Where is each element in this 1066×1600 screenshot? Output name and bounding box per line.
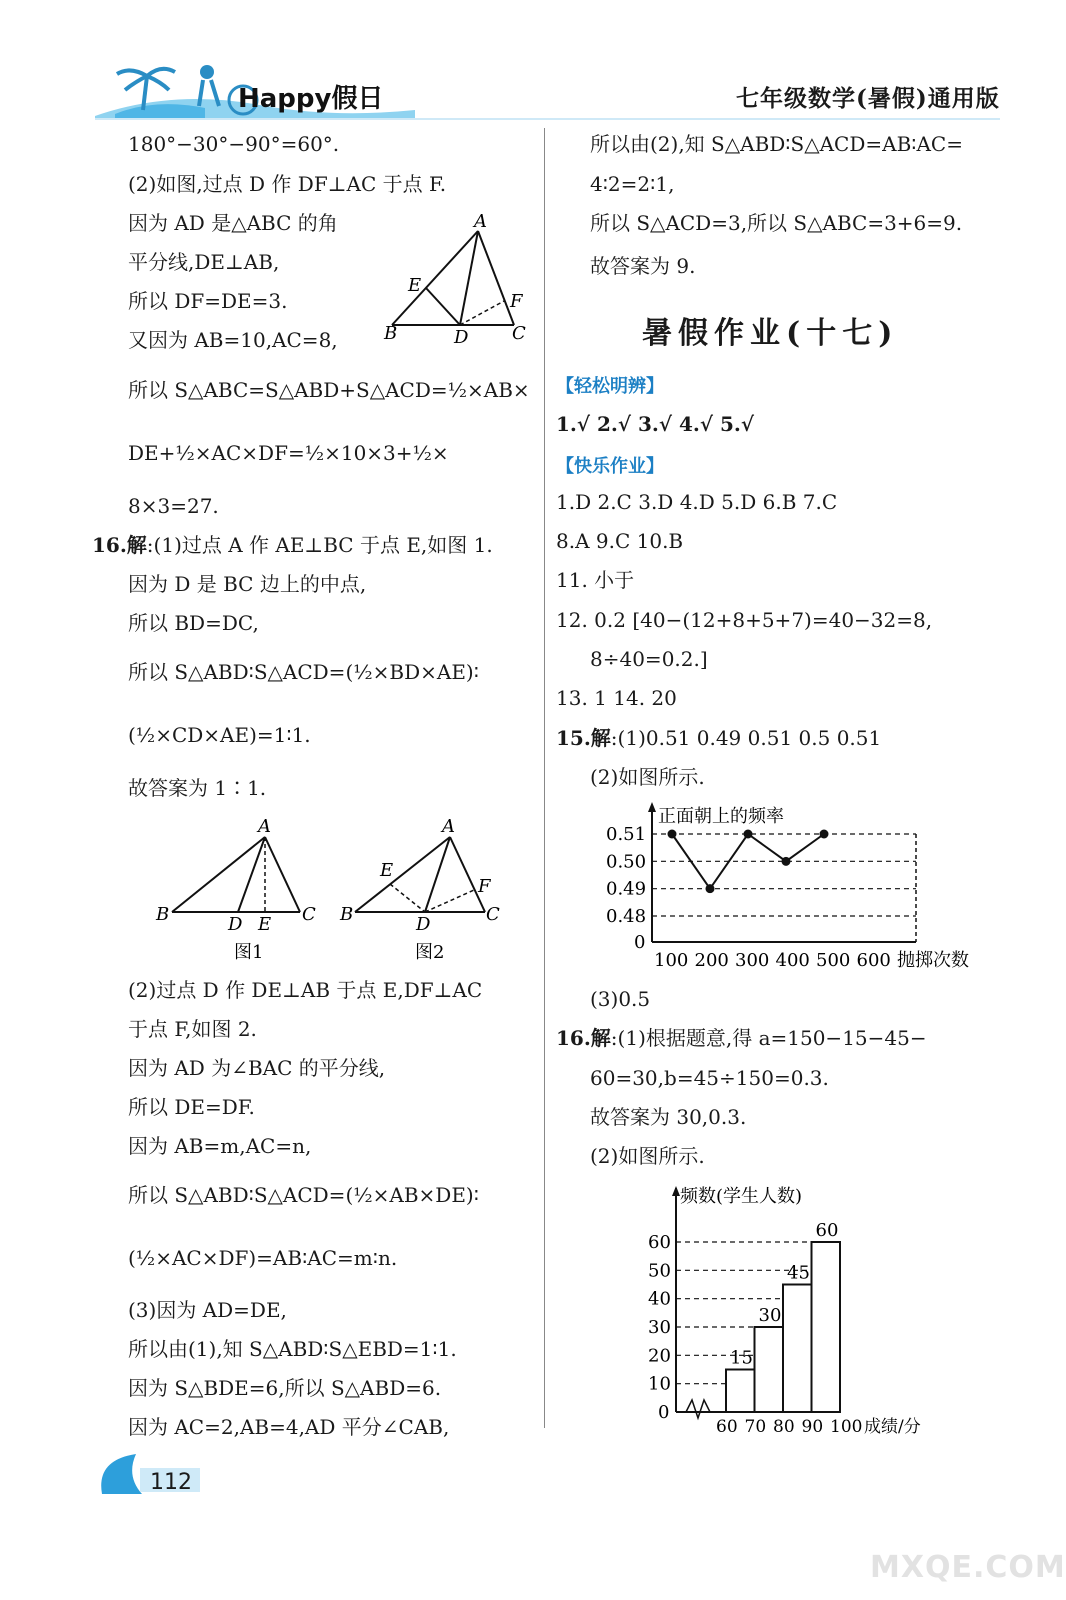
text-line: (2)如图,过点 D 作 DF⊥AC 于点 F. <box>128 172 447 196</box>
answer-line: 8÷40=0.2.] <box>590 647 708 671</box>
answer-line: 故答案为 30,0.3. <box>590 1105 747 1129</box>
histogram-bar <box>726 1370 755 1413</box>
text-line: :(1)过点 A 作 AE⊥BC 于点 E,如图 1. <box>146 533 493 557</box>
x-axis-label: 抛掷次数 <box>897 950 969 971</box>
text-line: 4∶2=2∶1, <box>590 172 675 196</box>
score-histogram <box>640 1178 960 1438</box>
y-tick-label: 0.51 <box>606 824 647 845</box>
svg-text:F: F <box>478 876 491 897</box>
fig1-caption: 图1 <box>234 942 264 963</box>
watermark: MXQE.COM <box>870 1550 1066 1585</box>
text-line: 因为 D 是 BC 边上的中点, <box>128 572 367 596</box>
fig2-caption: 图2 <box>415 942 445 963</box>
x-axis-label: 成绩/分 <box>864 1417 921 1437</box>
header-rule <box>95 118 1000 120</box>
svg-text:F: F <box>510 291 523 312</box>
svg-text:C: C <box>512 323 526 344</box>
y-axis-label: 频数(学生人数) <box>680 1186 803 1207</box>
svg-text:D: D <box>228 914 243 935</box>
svg-text:C: C <box>486 904 500 925</box>
answer-line: 13. 1 14. 20 <box>556 686 677 710</box>
y-tick-label: 0.50 <box>606 851 647 873</box>
answer-line: (3)0.5 <box>590 987 651 1011</box>
y-tick-label: 30 <box>648 1317 671 1338</box>
svg-text:D: D <box>454 327 469 345</box>
answer-line: 60=30,b=45÷150=0.3. <box>590 1066 829 1090</box>
x-tick-label: 200 <box>694 950 729 971</box>
x-tick-label: 70 <box>744 1417 767 1437</box>
y-tick-label: 0.49 <box>606 878 647 900</box>
y-tick-label: 60 <box>648 1232 671 1253</box>
x-tick-label: 100 <box>830 1417 863 1437</box>
bar-data-label: 45 <box>787 1262 810 1284</box>
solution-label: 解 <box>126 533 147 557</box>
x-tick-label: 80 <box>773 1417 795 1437</box>
y-tick-label: 0 <box>634 932 646 953</box>
text-line: 所以 S△ABD∶S△ACD=(½×BD×AE)∶ <box>128 660 479 684</box>
bar-data-label: 15 <box>730 1347 753 1369</box>
answer-line: (2)如图所示. <box>590 765 705 789</box>
data-point <box>744 830 753 839</box>
figures-1-2 <box>150 812 530 972</box>
logo-text: Happy假日 <box>238 84 384 114</box>
y-tick-label: 10 <box>648 1373 671 1395</box>
text-line: 因为 AD 为∠BAC 的平分线, <box>128 1056 386 1080</box>
text-line: (½×AC×DF)=AB∶AC=m∶n. <box>128 1246 398 1270</box>
y-tick-label: 20 <box>648 1345 671 1367</box>
text-line: 所以 S△ABC=S△ABD+S△ACD=½×AB× <box>128 378 530 402</box>
question-number: 15. <box>556 726 591 750</box>
y-axis-arrow <box>672 1186 680 1196</box>
text-line: (3)因为 AD=DE, <box>128 1298 287 1322</box>
text-line: 所以由(2),知 S△ABD∶S△ACD=AB∶AC= <box>590 132 963 156</box>
y-tick-label: 0 <box>658 1402 670 1423</box>
text-line: 所以 DF=DE=3. <box>128 289 288 313</box>
text-line: 又因为 AB=10,AC=8, <box>128 328 338 352</box>
text-line: 180°−30°−90°=60°. <box>128 132 340 156</box>
bar-data-label: 60 <box>815 1220 839 1241</box>
histogram-bar <box>812 1242 841 1412</box>
text-line: DE+½×AC×DF=½×10×3+½× <box>128 441 449 465</box>
page-number: 112 <box>150 1470 192 1495</box>
text-line: 因为 AD 是△ABC 的角 <box>128 211 338 235</box>
svg-text:E: E <box>258 914 272 935</box>
svg-text:B: B <box>340 904 354 925</box>
svg-text:D: D <box>416 914 431 935</box>
triangle-figure-top <box>380 205 530 345</box>
frequency-line-chart <box>596 800 986 980</box>
data-point <box>706 884 715 893</box>
data-point <box>668 830 677 839</box>
svg-text:B: B <box>384 323 398 344</box>
axis-break-icon <box>686 1400 710 1418</box>
text-line: 故答案为 1∶1. <box>128 776 267 800</box>
text-line: 所以 S△ABD∶S△ACD=(½×AB×DE)∶ <box>128 1183 479 1207</box>
answer-line: 1.D 2.C 3.D 4.D 5.D 6.B 7.C <box>556 490 838 514</box>
text-line: 所以 DE=DF. <box>128 1095 255 1119</box>
svg-text:C: C <box>302 904 316 925</box>
y-axis-arrow <box>648 802 656 812</box>
answer-line: 1.√ 2.√ 3.√ 4.√ 5.√ <box>556 412 754 436</box>
answer-line: 8.A 9.C 10.B <box>556 529 684 553</box>
solution-label: 解 <box>590 1026 611 1050</box>
y-tick-label: 40 <box>648 1288 671 1310</box>
text-line: 因为 AB=m,AC=n, <box>128 1134 312 1158</box>
answer-line: :(1)0.51 0.49 0.51 0.5 0.51 <box>610 726 882 750</box>
answer-line: 12. 0.2 [40−(12+8+5+7)=40−32=8, <box>556 608 933 632</box>
x-tick-label: 500 <box>816 950 851 971</box>
svg-text:B: B <box>156 904 170 925</box>
question-number: 16. <box>92 533 127 557</box>
x-tick-label: 400 <box>775 950 810 971</box>
solution-label: 解 <box>590 726 611 750</box>
y-tick-label: 0.48 <box>606 906 647 927</box>
x-tick-label: 90 <box>801 1417 824 1437</box>
text-line: 于点 F,如图 2. <box>128 1017 257 1041</box>
text-line: 故答案为 9. <box>590 254 696 278</box>
svg-text:A: A <box>474 211 487 232</box>
text-line: 因为 AC=2,AB=4,AD 平分∠CAB, <box>128 1415 450 1439</box>
series-line <box>672 834 824 889</box>
text-line: 所以 BD=DC, <box>128 611 259 635</box>
svg-text:A: A <box>442 816 455 837</box>
bar-data-label: 30 <box>758 1305 782 1326</box>
answer-line: :(1)根据题意,得 a=150−15−45− <box>610 1026 927 1050</box>
y-axis-label: 正面朝上的频率 <box>658 806 784 827</box>
x-tick-label: 60 <box>716 1417 738 1437</box>
section-tag: 【快乐作业】 <box>556 456 664 477</box>
text-line: 平分线,DE⊥AB, <box>128 250 280 274</box>
data-point <box>820 830 829 839</box>
text-line: (2)过点 D 作 DE⊥AB 于点 E,DF⊥AC <box>128 978 483 1002</box>
histogram-bar <box>755 1327 784 1412</box>
column-divider <box>544 128 545 1428</box>
x-tick-label: 300 <box>735 950 770 971</box>
svg-text:A: A <box>258 816 271 837</box>
text-line: (½×CD×AE)=1∶1. <box>128 723 311 747</box>
x-tick-label: 600 <box>856 950 891 971</box>
x-tick-label: 100 <box>654 950 689 971</box>
answer-line: (2)如图所示. <box>590 1144 705 1168</box>
y-tick-label: 50 <box>648 1260 671 1282</box>
text-line: 所以 S△ACD=3,所以 S△ABC=3+6=9. <box>590 211 963 235</box>
question-number: 16. <box>556 1026 591 1050</box>
answer-line: 11. 小于 <box>556 568 635 592</box>
text-line: 因为 S△BDE=6,所以 S△ABD=6. <box>128 1376 442 1400</box>
text-line: 8×3=27. <box>128 494 219 518</box>
text-line: 所以由(1),知 S△ABD∶S△EBD=1∶1. <box>128 1337 457 1361</box>
svg-text:E: E <box>380 860 394 881</box>
section-title: 暑假作业(十七) <box>642 316 899 351</box>
histogram-bar <box>783 1285 812 1413</box>
section-tag: 【轻松明辨】 <box>556 376 664 397</box>
book-title: 七年级数学(暑假)通用版 <box>736 85 1000 112</box>
svg-text:E: E <box>408 275 422 296</box>
data-point <box>782 857 791 866</box>
